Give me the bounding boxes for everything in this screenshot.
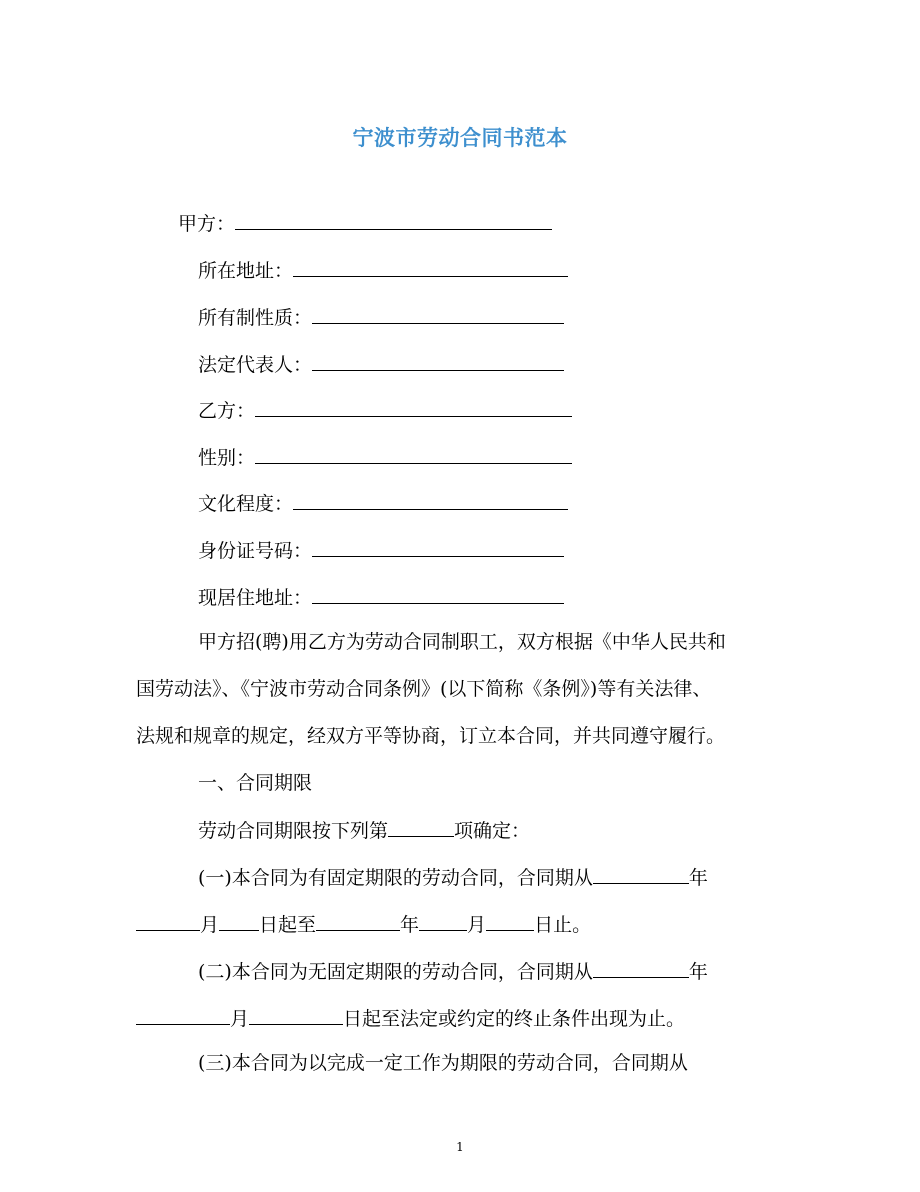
month-blank [136,911,200,931]
day-blank [249,1005,343,1025]
end-year-blank [316,911,400,931]
field-party-b [198,397,572,423]
month-blank [136,1005,230,1025]
term-choice-suffix: 项确定： [454,820,531,842]
field-legal-rep [198,351,564,377]
field-label: 文化程度： [198,493,294,515]
field-id-number [198,537,564,563]
field-education [198,490,568,516]
field-party-a [178,210,552,236]
intro-line-3: 法规和规章的规定，经双方平等协商，订立本合同，并共同遵守履行。 [136,725,726,747]
end-day-blank [486,911,534,931]
month-label: 月 [200,914,220,936]
item1-text: (一)本合同为有固定期限的劳动合同，合同期从 [198,867,593,889]
document-title: 宁波市劳动合同书范本 [352,125,568,150]
gender-blank [255,444,572,464]
ownership-blank [312,304,564,324]
field-label: 所有制性质： [198,307,313,329]
end-month-blank [419,911,467,931]
field-label: 法定代表人： [198,354,313,376]
party-a-blank [235,210,552,230]
section-heading: 一、合同期限 [198,772,313,794]
year-blank [593,864,689,884]
id-number-blank [312,537,564,557]
legal-rep-blank [312,351,564,371]
item2-line-1 [198,958,708,984]
field-label: 身份证号码： [198,540,313,562]
item2-end-text: 日起至法定或约定的终止条件出现为止。 [343,1008,686,1030]
year-label: 年 [400,914,420,936]
education-blank [293,490,568,510]
item1-line-1 [198,864,708,890]
field-label: 所在地址： [198,260,294,282]
intro-line-1: 甲方招(聘)用乙方为劳动合同制职工，双方根据《中华人民共和 [198,631,726,653]
page-number: 1 [456,1140,464,1154]
day-from-label: 日起至 [259,914,317,936]
field-label: 现居住地址： [198,587,313,609]
field-gender [198,444,572,470]
field-label: 性别： [198,447,256,469]
year-label: 年 [688,961,708,983]
day-blank [219,911,259,931]
intro-line-2: 国劳动法》、《宁波市劳动合同条例》(以下简称《条例》)等有关法律、 [136,678,712,700]
term-choice-line [198,817,530,843]
year-label: 年 [688,867,708,889]
year-blank [593,958,689,978]
residence-blank [312,584,564,604]
field-label: 甲方： [178,213,236,235]
address-blank [293,257,568,277]
item3-line-1: (三)本合同为以完成一定工作为期限的劳动合同，合同期从 [198,1052,688,1074]
item1-line-2 [136,911,591,937]
field-address [198,257,568,283]
field-ownership [198,304,564,330]
month-label: 月 [467,914,487,936]
field-residence [198,584,564,610]
term-choice-blank [388,817,454,837]
field-label: 乙方： [198,400,256,422]
item2-line-2 [136,1005,685,1031]
item2-text: (二)本合同为无固定期限的劳动合同，合同期从 [198,961,593,983]
day-end-label: 日止。 [534,914,592,936]
month-label: 月 [230,1008,250,1030]
term-choice-prefix: 劳动合同期限按下列第 [198,820,389,842]
party-b-blank [255,397,572,417]
